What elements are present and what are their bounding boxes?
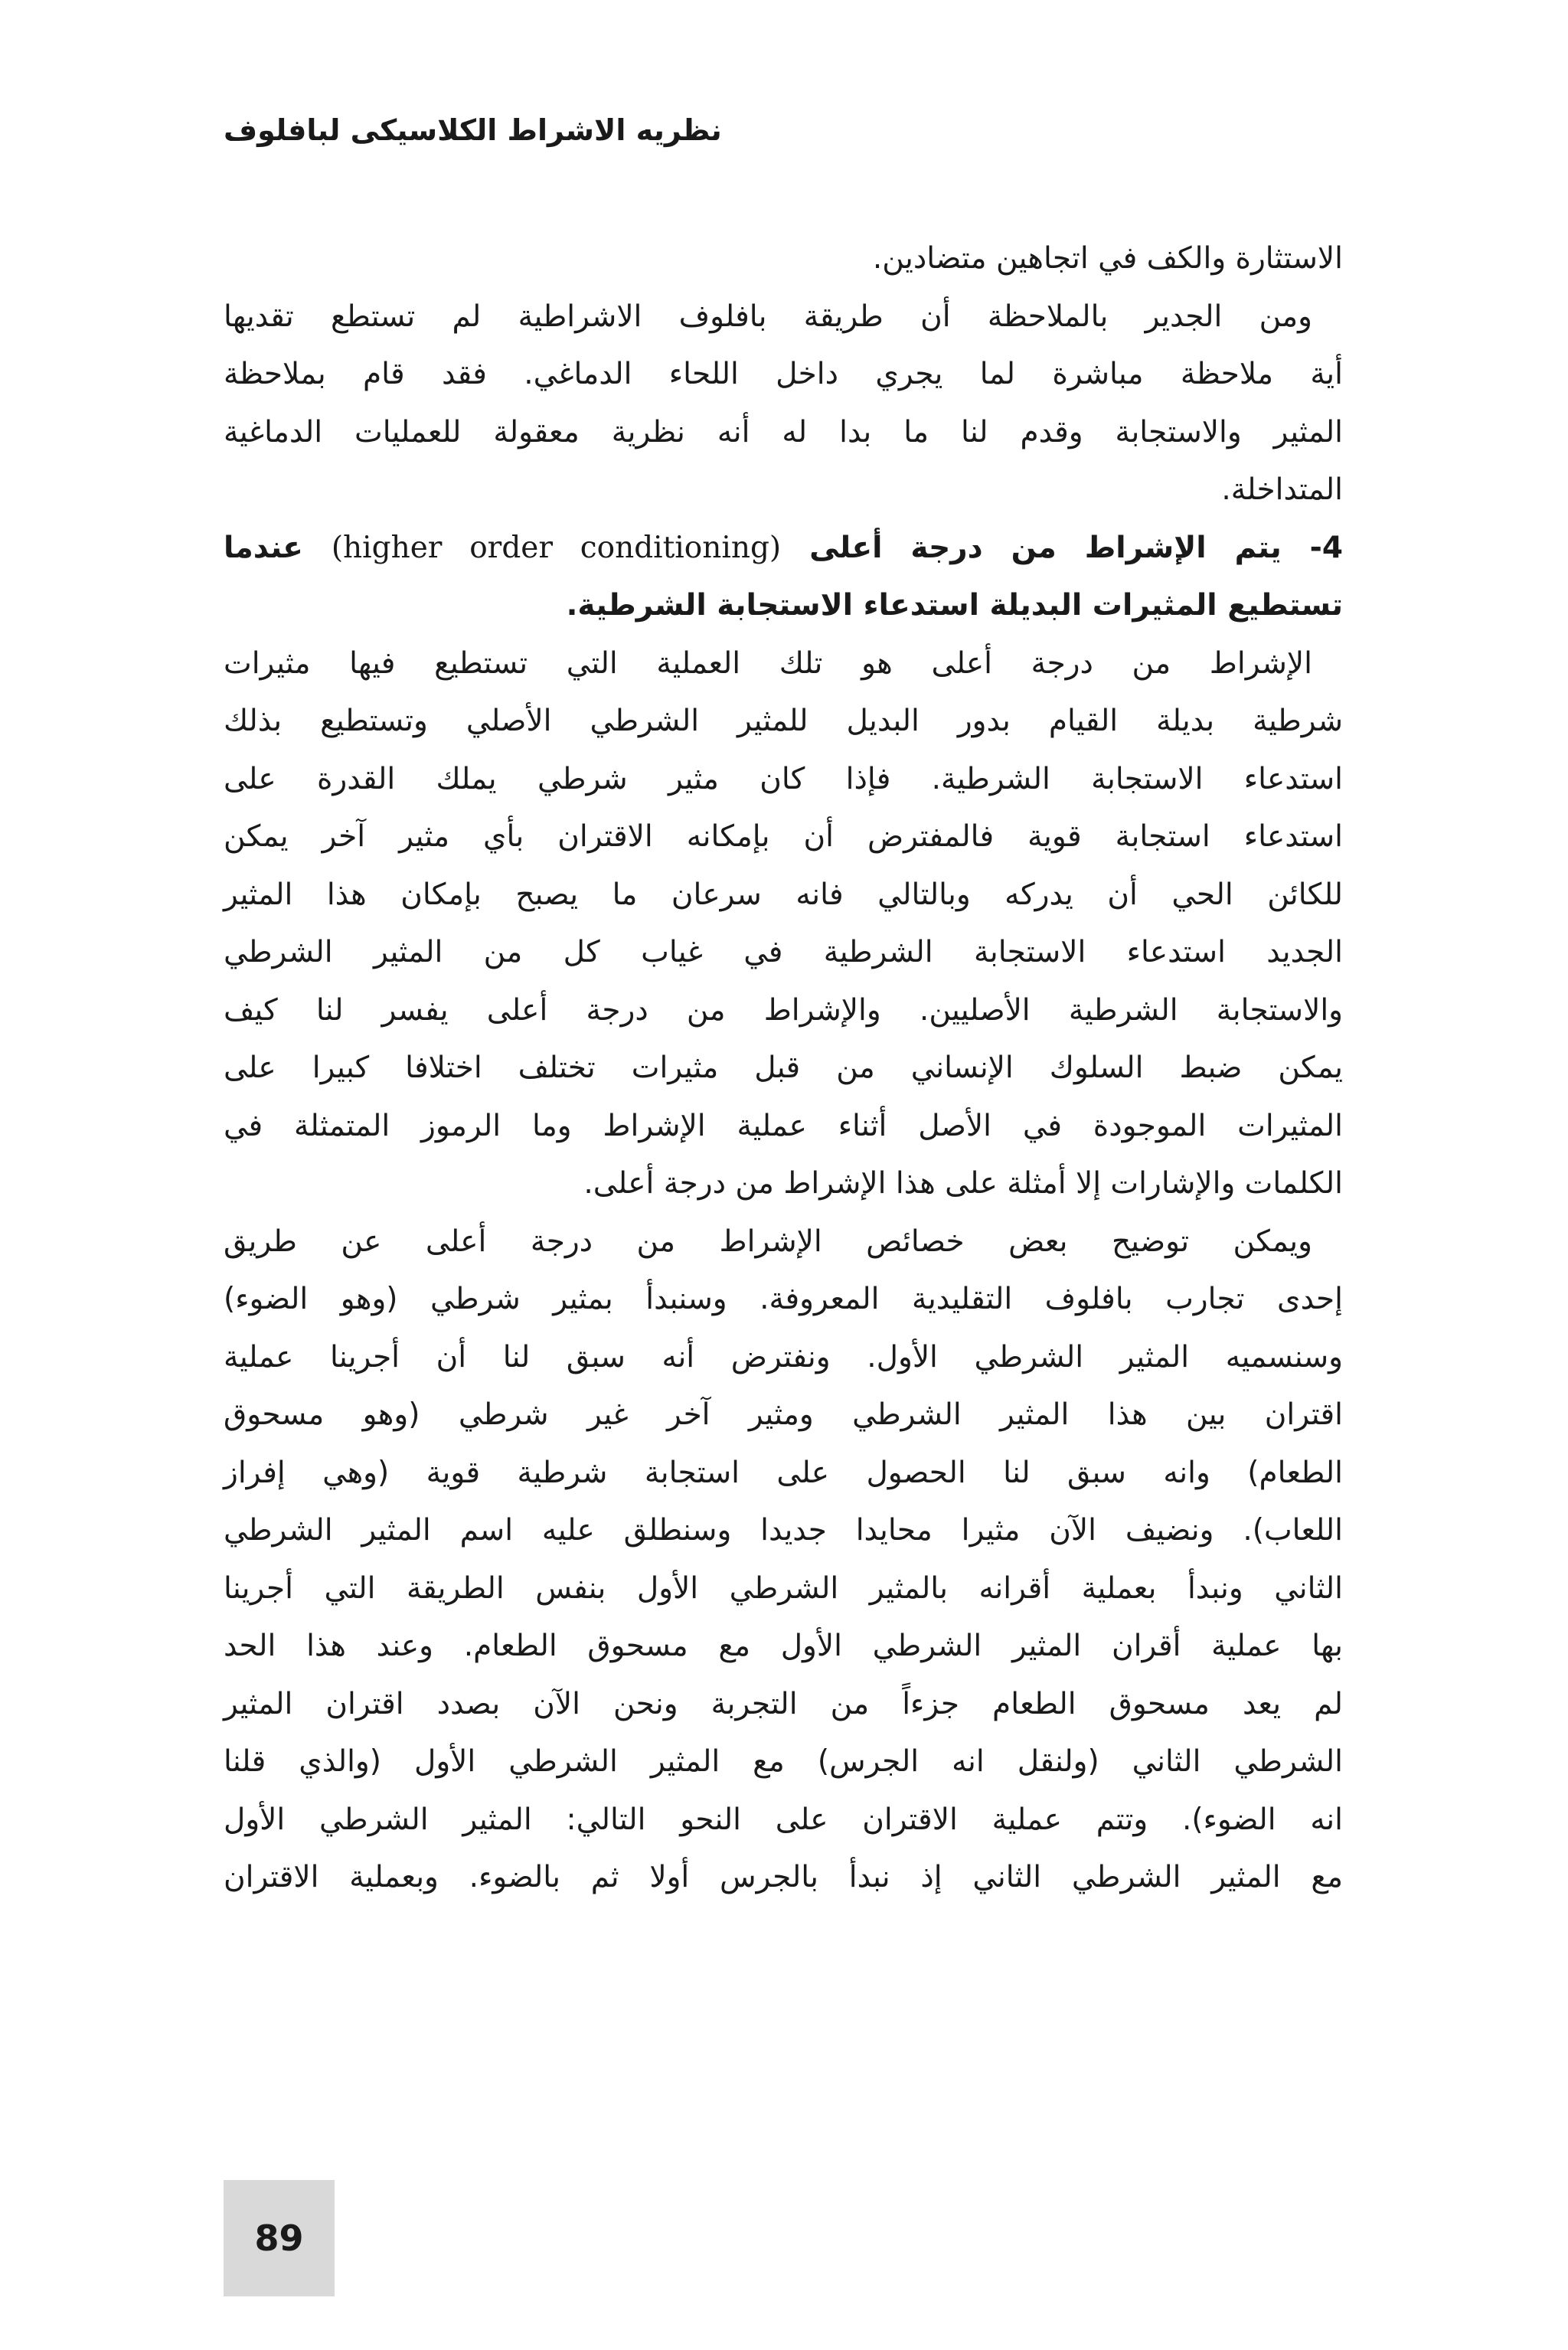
text-line: الثاني ونبدأ بعملية أقرانه بالمثير الشرطي الأول بنفس الطريقة التي أجرينا — [224, 1570, 1343, 1606]
text-line: المتداخلة. — [1221, 472, 1343, 507]
section-heading-text: عندما — [224, 530, 303, 565]
text-line: اللعاب). ونضيف الآن مثيرا محايدا جديدا وسنطلق عليه اسم المثير الشرطي — [224, 1513, 1343, 1548]
section-heading-line — [224, 519, 1343, 577]
text-line: انه الضوء). وتتم عملية الاقتران على النحو التالي: المثير الشرطي الأول — [224, 1802, 1343, 1837]
text-line: الشرطي الثاني (ولنقل انه الجرس) مع المثير الشرطي الأول (والذي قلنا — [224, 1744, 1343, 1779]
text-line: استدعاء الاستجابة الشرطية. فإذا كان مثير شرطي يملك القدرة على — [224, 761, 1343, 796]
section-heading-line: تستطيع المثيرات البديلة استدعاء الاستجابة الشرطية. — [566, 588, 1343, 623]
text-line: الجديد استدعاء الاستجابة الشرطية في غياب كل من المثير الشرطي — [224, 935, 1343, 969]
text-line: المثير والاستجابة وقدم لنا ما بدا له أنه نظرية معقولة للعمليات الدماغية — [224, 414, 1343, 449]
text-line: والاستجابة الشرطية الأصليين. والإشراط من درجة أعلى يفسر لنا كيف — [224, 992, 1343, 1028]
text-line: الاستثارة والكف في اتجاهين متضادين. — [872, 241, 1343, 276]
text-line: شرطية بديلة القيام بدور البديل للمثير الشرطي الأصلي وتستطيع بذلك — [224, 704, 1343, 738]
running-header-title: نظريه الاشراط الكلاسيكى لبافلوف — [224, 113, 722, 147]
text-line: المثيرات الموجودة في الأصل أثناء عملية الإشراط وما الرموز المتمثلة في — [224, 1108, 1343, 1143]
body-text — [224, 230, 1343, 1907]
text-line: الطعام) وانه سبق لنا الحصول على استجابة شرطية قوية (وهي إفراز — [224, 1455, 1343, 1490]
text-line: الإشراط من درجة أعلى هو تلك العملية التي تستطيع فيها مثيرات — [224, 646, 1312, 681]
text-line: بها عملية أقران المثير الشرطي الأول مع مسحوق الطعام. وعند هذا الحد — [224, 1629, 1343, 1663]
text-line: إحدى تجارب بافلوف التقليدية المعروفة. وسنبدأ بمثير شرطي (وهو الضوء) — [224, 1282, 1343, 1316]
section-heading-text: 4- يتم الإشراط من درجة أعلى — [809, 530, 1343, 565]
text-line: للكائن الحي أن يدركه وبالتالي فانه سرعان ما يصبح بإمكان هذا المثير — [224, 877, 1343, 912]
text-line: مع المثير الشرطي الثاني إذ نبدأ بالجرس أولا ثم بالضوء. وبعملية الاقتران — [224, 1860, 1343, 1894]
text-line: لم يعد مسحوق الطعام جزءاً من التجربة ونحن الآن بصدد اقتران المثير — [224, 1686, 1343, 1721]
text-line: اقتران بين هذا المثير الشرطي ومثير آخر غير شرطي (وهو مسحوق — [224, 1397, 1343, 1432]
page-number: 89 — [224, 2180, 335, 2296]
english-term: (higher order conditioning) — [331, 530, 782, 565]
text-line: الكلمات والإشارات إلا أمثلة على هذا الإشراط من درجة أعلى. — [583, 1166, 1343, 1201]
text-line: ومن الجدير بالملاحظة أن طريقة بافلوف الاشراطية لم تستطع تقديها — [224, 299, 1312, 334]
text-line: استدعاء استجابة قوية فالمفترض أن بإمكانه الاقتران بأي مثير آخر يمكن — [224, 819, 1343, 854]
text-line: أية ملاحظة مباشرة لما يجري داخل اللحاء الدماغي. فقد قام بملاحظة — [224, 357, 1343, 391]
text-line: يمكن ضبط السلوك الإنساني من قبل مثيرات تختلف اختلافا كبيرا على — [224, 1051, 1343, 1085]
text-line: وسنسميه المثير الشرطي الأول. ونفترض أنه سبق لنا أن أجرينا عملية — [224, 1339, 1343, 1374]
text-line: ويمكن توضيح بعض خصائص الإشراط من درجة أعلى عن طريق — [224, 1224, 1312, 1259]
